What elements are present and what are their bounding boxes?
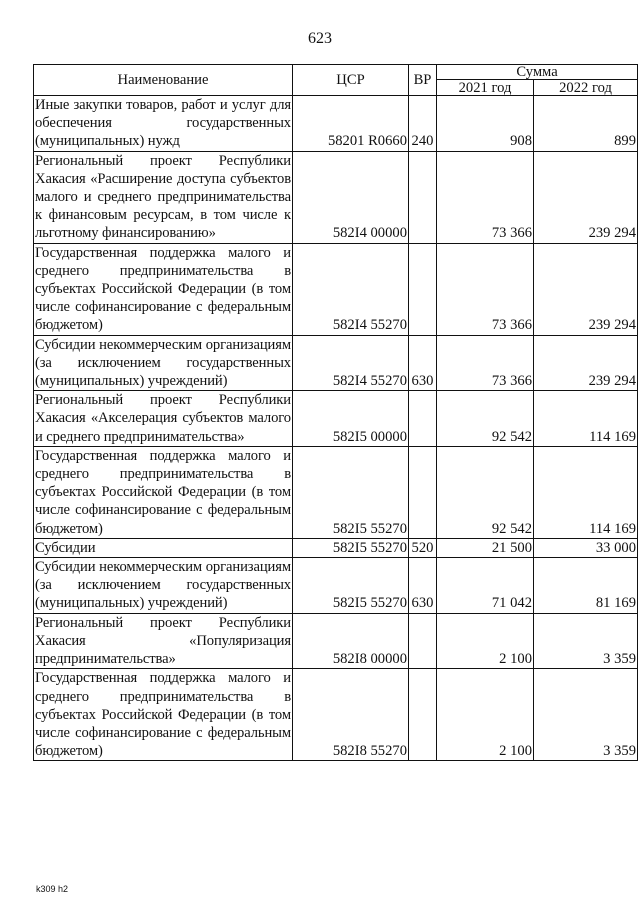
row-sum-2021: 92 542 (437, 391, 534, 447)
row-vr (409, 446, 437, 538)
row-vr: 630 (409, 558, 437, 614)
row-sum-2022: 239 294 (534, 335, 638, 391)
row-csr: 582I5 00000 (293, 391, 409, 447)
row-csr: 582I8 55270 (293, 669, 409, 761)
row-name: Государственная поддержка малого и среднего предпринимательства в субъектах Российской Федерации (в том числе софинансирование с федеральным бюджетом) (35, 244, 291, 334)
page-number: 623 (308, 30, 332, 47)
row-vr: 630 (409, 335, 437, 391)
table-header (34, 65, 638, 96)
row-vr (409, 243, 437, 335)
row-name: Субсидии некоммерческим организациям (за исключением государственных (муниципальных) учреждений) (35, 336, 291, 390)
row-csr: 58201 R0660 (293, 96, 409, 152)
table-row (34, 151, 638, 243)
header-vr: ВР (409, 65, 437, 96)
table-row (34, 391, 638, 447)
row-csr: 582I4 55270 (293, 335, 409, 391)
row-vr (409, 151, 437, 243)
row-name: Субсидии некоммерческим организациям (за исключением государственных (муниципальных) учреждений) (35, 559, 291, 612)
row-sum-2021: 2 100 (437, 613, 534, 669)
row-sum-2021: 73 366 (437, 151, 534, 243)
row-sum-2022: 33 000 (534, 538, 638, 557)
header-sum: Сумма (437, 65, 638, 80)
row-csr: 582I4 00000 (293, 151, 409, 243)
row-sum-2022: 3 359 (534, 669, 638, 761)
row-vr (409, 391, 437, 447)
header-csr: ЦСР (293, 65, 409, 96)
row-sum-2021: 73 366 (437, 335, 534, 391)
row-vr: 520 (409, 538, 437, 557)
row-name: Субсидии (34, 538, 293, 557)
row-vr (409, 613, 437, 669)
table-row (34, 96, 638, 152)
row-csr: 582I8 00000 (293, 613, 409, 669)
table-row (34, 446, 638, 538)
row-name: Региональный проект Республики Хакасия «Расширение доступа субъектов малого и среднего предпринимательства к финансовым ресурсам, в том числе к льготному финансированию» (35, 152, 291, 242)
row-csr: 582I5 55270 (293, 558, 409, 614)
row-name: Региональный проект Республики Хакасия «Акселерация субъектов малого и среднего предпринимательства» (35, 392, 291, 445)
row-vr (409, 669, 437, 761)
table-row (34, 613, 638, 669)
row-sum-2022: 899 (534, 96, 638, 152)
row-sum-2021: 2 100 (437, 669, 534, 761)
table-row (34, 538, 638, 557)
row-sum-2021: 73 366 (437, 243, 534, 335)
row-sum-2021: 71 042 (437, 558, 534, 614)
row-sum-2021: 908 (437, 96, 534, 152)
table-row (34, 669, 638, 761)
row-csr: 582I4 55270 (293, 243, 409, 335)
row-sum-2022: 3 359 (534, 613, 638, 669)
row-name: Государственная поддержка малого и среднего предпринимательства в субъектах Российской Федерации (в том числе софинансирование с федеральным бюджетом) (35, 447, 291, 537)
row-vr: 240 (409, 96, 437, 152)
header-year-2021: 2021 год (437, 80, 534, 96)
budget-table (33, 64, 638, 761)
table-row (34, 558, 638, 614)
table-body (34, 96, 638, 761)
row-sum-2021: 21 500 (437, 538, 534, 557)
row-csr: 582I5 55270 (293, 446, 409, 538)
row-sum-2022: 81 169 (534, 558, 638, 614)
row-sum-2021: 92 542 (437, 446, 534, 538)
row-name: Государственная поддержка малого и среднего предпринимательства в субъектах Российской Федерации (в том числе софинансирование с федеральным бюджетом) (35, 670, 291, 760)
row-name: Региональный проект Республики Хакасия «Популяризация предпринимательства» (35, 614, 291, 668)
header-year-2022: 2022 год (534, 80, 638, 96)
row-sum-2022: 114 169 (534, 391, 638, 447)
table-row (34, 335, 638, 391)
row-sum-2022: 239 294 (534, 151, 638, 243)
row-name: Иные закупки товаров, работ и услуг для обеспечения государственных (муниципальных) нужд (35, 97, 291, 150)
footer-code: k309 h2 (36, 884, 69, 894)
row-csr: 582I5 55270 (293, 538, 409, 557)
row-sum-2022: 239 294 (534, 243, 638, 335)
row-sum-2022: 114 169 (534, 446, 638, 538)
table-row (34, 243, 638, 335)
header-name: Наименование (34, 65, 293, 96)
